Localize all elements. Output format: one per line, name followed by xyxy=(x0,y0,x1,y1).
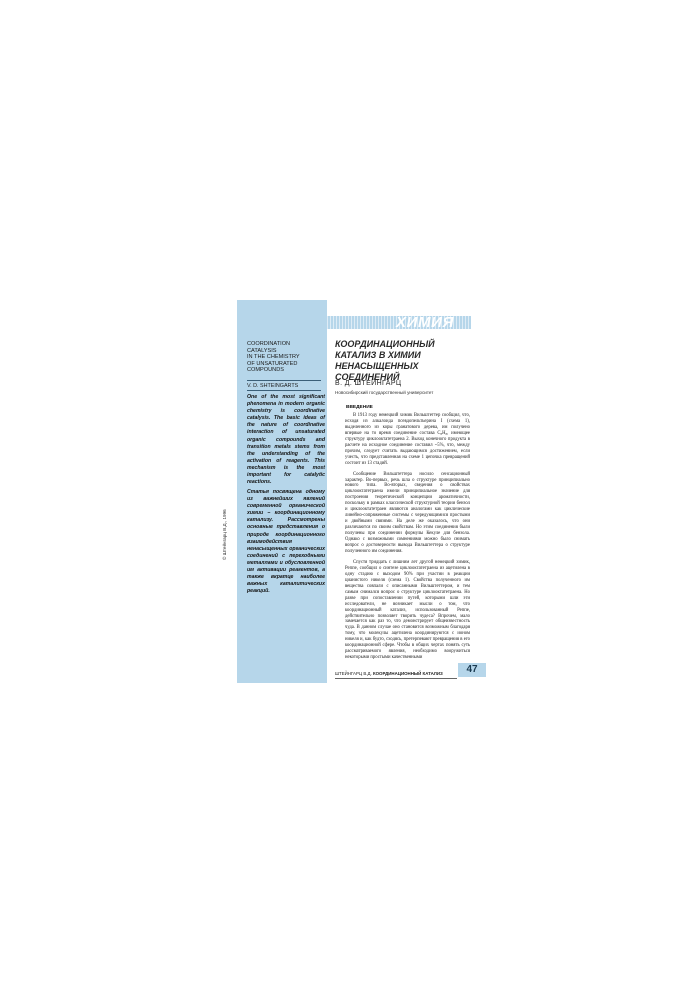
russian-abstract: Статья посвящена одному из важнейших явлений современной органической химии – координационному катализу. Рассмотрены основные представления о природе координационного взаимодействия ненасыщенных органических соединений с переходными металлами и обусловленной им активации реагентов, а также вкратце наиболее важных каталитических реакций. xyxy=(247,489,325,595)
paragraph-2: Сообщение Вильштеттера носило сенсационный характер. Во-первых, речь шла о структуре принципиально нового типа. Во-вторых, сведения о свойствах циклооктатетраена имели принципиальное значение для построения теоретической концепции ароматичности, поскольку в рамках классической структурной теории бензол и циклооктатетраен являются аналогами как циклические линейно-сопряженные системы с чередующимися простыми и двойными связями. На деле же оказалось, что они различаются по своим свойствам. Но этим соединения были получены при соединении формулы Кекуле для бензола. Однако с возможными сомнениями можно было снимать вопрос о достоверности вывода Вильштеттера о структуре полученного им соединения. xyxy=(345,471,470,554)
running-author: ШТЕЙНГАРЦ В.Д. xyxy=(335,671,372,676)
sidebar-divider-mid xyxy=(247,390,321,391)
paragraph-3: Спустя тридцать с лишним лет другой немецкий химик, Реппе, сообщил о синтезе циклооктатетраена из ацетилена в одну стадию с выходом 90% при участии в реакции цианистого никеля (схема 1). Свойства полученного им вещества совпали с описанными Вильштеттером, и тем самым снимался вопрос о структуре циклооктатетраена. Но разве при сопоставлении путей, которыми шли эти исследователи, не возникает мысли о том, что координационный катализ, использованный Реппе, действительно позволяет творить чудеса? Впрочем, мало замечается как раз то, что демонстрирует общеизвестность чуда. В данном случае оно становится возможным благодаря тому, что молекулы ацетилена координируются с ионом никеля и, как будто, сходясь, претерпевают превращения в его координационной сфере. Чтобы в общих чертах понять суть рассматриваемого явления, необходимо вооружиться некоторыми простыми качественными xyxy=(345,559,470,661)
sidebar-divider-top xyxy=(247,380,321,381)
running-title: КООРДИНАЦИОННЫЙ КАТАЛИЗ xyxy=(372,671,443,676)
article-author: В. Д. ШТЕЙНГАРЦ xyxy=(335,380,402,387)
running-footer xyxy=(335,671,443,676)
article-body xyxy=(345,413,470,666)
article-affiliation: Новосибирский государственный университет xyxy=(335,390,434,395)
page-number: 47 xyxy=(458,663,486,677)
article-title: КООРДИНАЦИОННЫЙ КАТАЛИЗ В ХИМИИ НЕНАСЫЩЕННЫХ СОЕДИНЕНИЙ xyxy=(335,339,435,382)
section-label: ХИМИЯ xyxy=(396,314,455,331)
copyright-note: © Штейнгарц В.Д., 1996 xyxy=(222,509,227,560)
footer-rule xyxy=(335,678,457,679)
sidebar-panel xyxy=(237,300,327,683)
english-author: V. D. SHTEINGARTS xyxy=(247,383,299,389)
paragraph-1: В 1913 году немецкий химик Вильштеттер сообщил, что, исходя из алкалоида псевдопельтьерина I (схема 1), выделенного из коры гранатового дерева, им получено впервые на то время соединение состава C₈H₈, имеющее структуру циклооктатетраена 2. Выход конечного продукта в расчете на исходное соединение составил ~5%, что, между прочим, следует считать выдающимся достижением, если учесть, что представленная на схеме 1 цепочка превращений состоит из 13 стадий. xyxy=(345,413,470,466)
english-title: COORDINATION CATALYSIS IN THE CHEMISTRY OF UNSATURATED COMPOUNDS xyxy=(247,341,300,374)
section-heading: ВВЕДЕНИЕ xyxy=(346,405,373,410)
english-abstract: One of the most significant phenomena in modern organic chemistry is coordinative catalysis. The basic ideas of the nature of coordinative interaction of unsaturated organic compounds and transition metals stems from the understanding of the activation of reagents. This mechanism is the most important for catalytic reactions. xyxy=(247,394,325,486)
